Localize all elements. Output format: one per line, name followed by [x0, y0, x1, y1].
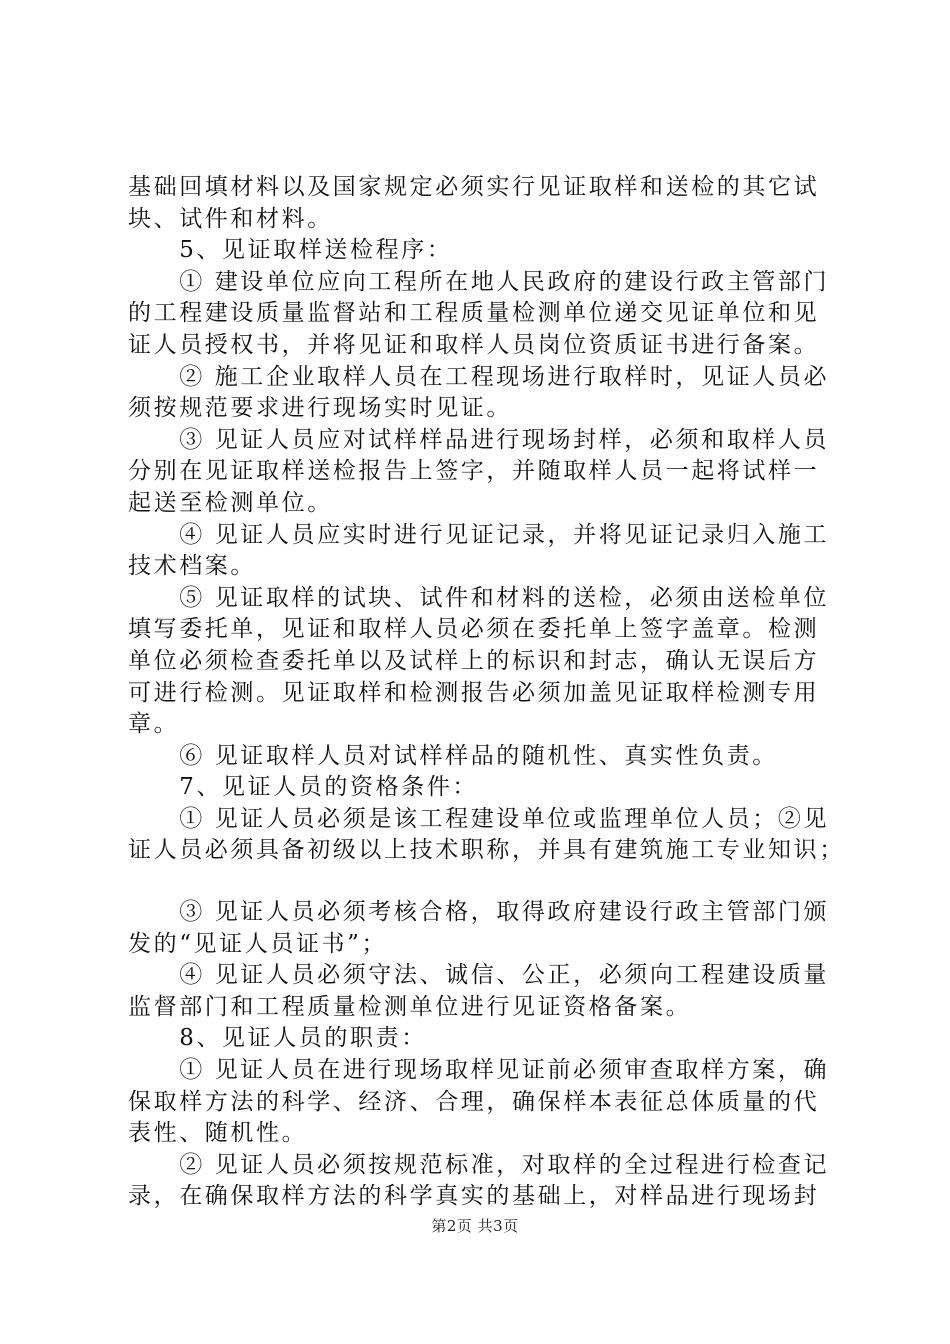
text-line: 块、试件和材料。	[128, 205, 333, 232]
text-line: ③ 见证人员应对试样样品进行现场封样，必须和取样人员	[128, 426, 830, 453]
text-line: 分别在见证取样送检报告上签字，并随取样人员一起将试样一	[128, 458, 820, 485]
section-heading: 8、见证人员的职责：	[128, 1025, 427, 1052]
text-line: 证人员必须具备初级以上技术职称，并具有建筑施工专业知识；	[128, 837, 845, 864]
document-body	[128, 172, 843, 1213]
text-line: ② 施工企业取样人员在工程现场进行取样时，见证人员必	[128, 363, 830, 390]
page-number-footer: 第2页 共3页	[431, 1217, 519, 1235]
text-line: 单位必须检查委托单以及试样上的标识和封志，确认无误后方	[128, 647, 820, 674]
text-line: 的工程建设质量监督站和工程质量检测单位递交见证单位和见	[128, 300, 820, 327]
text-line: ① 建设单位应向工程所在地人民政府的建设行政主管部门	[128, 268, 830, 295]
text-line: 保取样方法的科学、经济、合理，确保样本表征总体质量的代	[128, 1088, 820, 1115]
section-heading: 5、见证取样送检程序：	[128, 237, 453, 264]
text-line: 监督部门和工程质量检测单位进行见证资格备案。	[128, 993, 692, 1020]
text-line: ① 见证人员必须是该工程建设单位或监理单位人员；②见	[128, 805, 830, 832]
text-line: 可进行检测。见证取样和检测报告必须加盖见证取样检测专用	[128, 679, 820, 706]
text-line: 填写委托单，见证和取样人员必须在委托单上签字盖章。检测	[128, 616, 820, 643]
text-line: 基础回填材料以及国家规定必须实行见证取样和送检的其它试	[128, 174, 820, 200]
text-line: ⑥ 见证取样人员对试样样品的随机性、真实性负责。	[128, 742, 778, 769]
text-line: ② 见证人员必须按规范标准，对取样的全过程进行检查记	[128, 1151, 830, 1178]
text-line: 发的“见证人员证书”；	[128, 930, 388, 957]
text-line: 证人员授权书，并将见证和取样人员岗位资质证书进行备案。	[128, 331, 820, 358]
text-line: 表性、随机性。	[128, 1120, 308, 1147]
text-line: 录，在确保取样方法的科学真实的基础上，对样品进行现场封	[128, 1183, 820, 1210]
section-heading: 7、见证人员的资格条件：	[128, 774, 479, 801]
text-line: 起送至检测单位。	[128, 489, 333, 516]
text-line: ③ 见证人员必须考核合格，取得政府建设行政主管部门颁	[128, 899, 830, 926]
text-line: ⑤ 见证取样的试块、试件和材料的送检，必须由送检单位	[128, 584, 830, 611]
text-line: 章。	[128, 711, 180, 738]
text-line: ④ 见证人员必须守法、诚信、公正，必须向工程建设质量	[128, 962, 830, 989]
text-line: ④ 见证人员应实时进行见证记录，并将见证记录归入施工	[128, 521, 830, 548]
text-line: 须按规范要求进行现场实时见证。	[128, 395, 512, 422]
text-line: ① 见证人员在进行现场取样见证前必须审查取样方案，确	[128, 1057, 830, 1084]
text-line: 技术档案。	[128, 553, 256, 580]
